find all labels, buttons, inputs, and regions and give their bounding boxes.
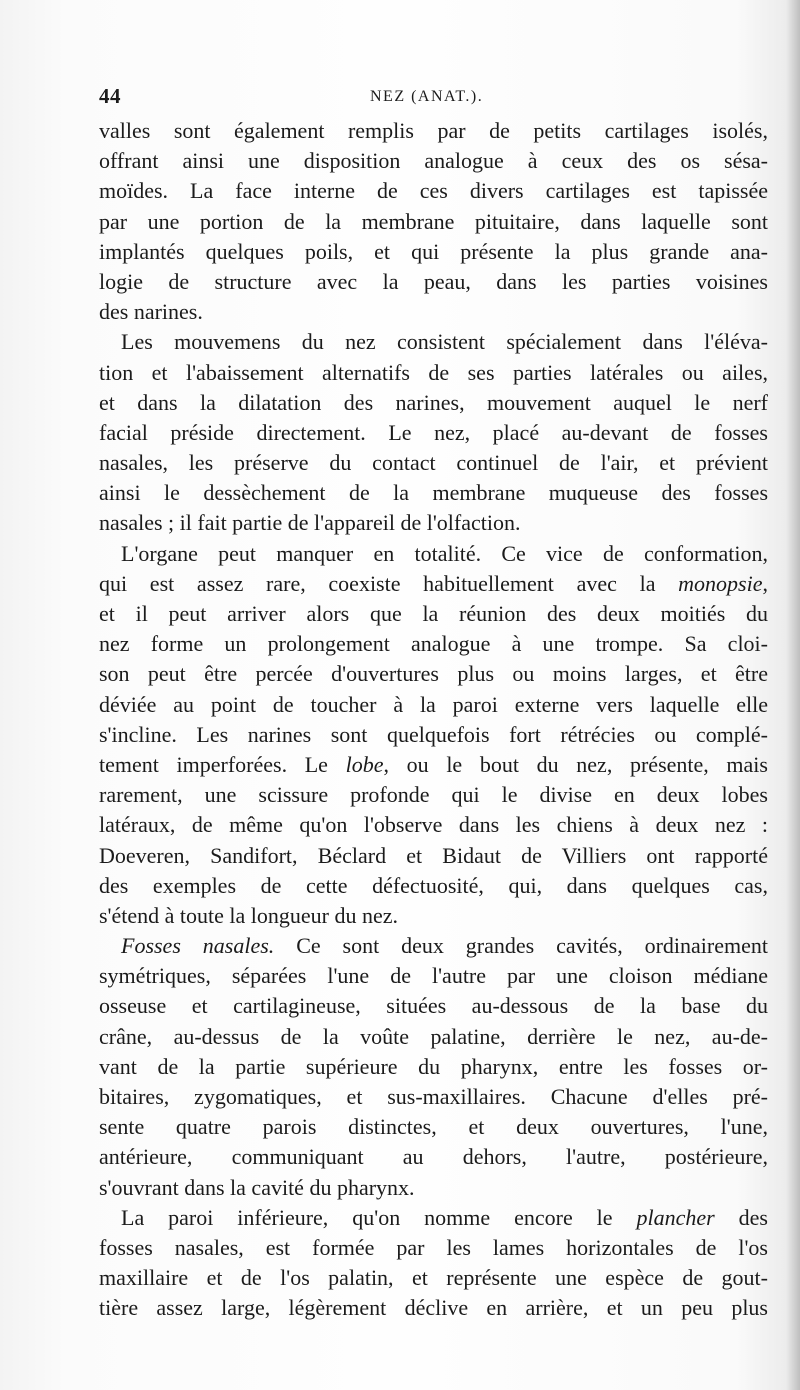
text-line: tion et l'abaissement alternatifs de ses parties latérales ou ailes,	[99, 359, 768, 385]
text-line: des exemples de cette défectuosité, qui, dans quelques cas,	[99, 872, 768, 898]
text-run: La paroi inférieure, qu'on nomme encore le	[121, 1204, 637, 1230]
page-number: 44	[99, 84, 121, 108]
text-line: tière assez large, légèrement déclive en arrière, et un peu plus	[99, 1295, 768, 1321]
text-line	[99, 750, 768, 780]
text-line: s'étend à toute la longueur du nez.	[99, 902, 399, 928]
text-line: par une portion de la membrane pituitaire, dans laquelle sont	[99, 208, 768, 234]
text-line: rarement, une scissure profonde qui le divise en deux lobes	[99, 782, 768, 808]
text-line: logie de structure avec la peau, dans les parties voisines	[99, 268, 768, 294]
running-head	[99, 84, 767, 114]
text-line: osseuse et cartilagineuse, situées au-dessous de la base du	[99, 993, 768, 1019]
text-line: nasales, les préserve du contact continuel de l'air, et prévient	[99, 450, 768, 476]
text-line: Doeveren, Sandifort, Béclard et Bidaut de Villiers ont rapporté	[99, 842, 768, 868]
text-line: et il peut arriver alors que la réunion des deux moitiés du	[99, 601, 768, 626]
text-line: nasales ; il fait partie de l'appareil de l'olfaction.	[99, 510, 521, 536]
text-run: tement imperforées. Le	[99, 751, 346, 777]
text-line: bitaires, zygomatiques, et sus-maxillaires. Chacune d'elles pré-	[99, 1084, 768, 1109]
text-line: des narines.	[99, 299, 203, 325]
text-run: Ce sont deux grandes cavités, ordinairement	[274, 933, 768, 959]
text-line: son peut être percée d'ouvertures plus ou moins larges, et être	[99, 661, 768, 687]
text-line: crâne, au-dessus de la voûte palatine, derrière le nez, au-de-	[99, 1023, 768, 1049]
text-run: des	[714, 1204, 768, 1230]
text-line: moïdes. La face interne de ces divers cartilages est tapissée	[99, 178, 768, 204]
text-run: qui est assez rare, coexiste habituellement avec la	[99, 570, 679, 596]
text-line: antérieure, communiquant au dehors, l'autre, postérieure,	[99, 1144, 768, 1170]
text-run: , ou le bout du nez, présente, mais	[383, 751, 768, 777]
text-line: valles sont également remplis par de petits cartilages isolés,	[99, 118, 768, 143]
text-line: Les mouvemens du nez consistent spécialement dans l'éléva-	[121, 329, 768, 355]
text-line	[99, 1203, 768, 1233]
text-line: ainsi le dessèchement de la membrane muqueuse des fosses	[99, 480, 768, 506]
text-line: s'ouvrant dans la cavité du pharynx.	[99, 1174, 415, 1200]
italic-term: plancher	[636, 1204, 715, 1230]
page-edge-shadow	[786, 0, 800, 1390]
body-text	[99, 116, 768, 1324]
text-line: latéraux, de même qu'on l'observe dans les chiens à deux nez :	[99, 812, 768, 838]
italic-term: Fosses nasales.	[121, 933, 275, 959]
text-line: facial préside directement. Le nez, placé au-devant de fosses	[99, 419, 768, 445]
text-line: et dans la dilatation des narines, mouvement auquel le nerf	[99, 389, 768, 415]
text-line: implantés quelques poils, et qui présente la plus grande ana-	[99, 238, 768, 264]
text-line: déviée au point de toucher à la paroi externe vers laquelle elle	[99, 691, 768, 717]
text-line: s'incline. Les narines sont quelquefois fort rétrécies ou complé-	[99, 721, 768, 747]
text-line: nez forme un prolongement analogue à une trompe. Sa cloi-	[99, 631, 768, 657]
text-line: fosses nasales, est formée par les lames horizontales de l'os	[99, 1234, 768, 1260]
text-line: maxillaire et de l'os palatin, et représente une espèce de gout-	[99, 1265, 768, 1291]
text-line: vant de la partie supérieure du pharynx, entre les fosses or-	[99, 1053, 768, 1079]
italic-term: lobe	[345, 751, 384, 777]
text-line: symétriques, séparées l'une de l'autre par une cloison médiane	[99, 963, 768, 989]
text-line	[99, 931, 768, 961]
text-line: offrant ainsi une disposition analogue à ceux des os sésa-	[99, 148, 768, 174]
text-line: L'organe peut manquer en totalité. Ce vice de conformation,	[121, 540, 768, 566]
text-line: sente quatre parois distinctes, et deux ouvertures, l'une,	[99, 1114, 768, 1140]
italic-term: monopsie	[678, 570, 763, 596]
text-line	[99, 569, 768, 599]
text-run: ,	[762, 570, 768, 596]
running-title: NEZ (ANAT.).	[370, 88, 484, 105]
